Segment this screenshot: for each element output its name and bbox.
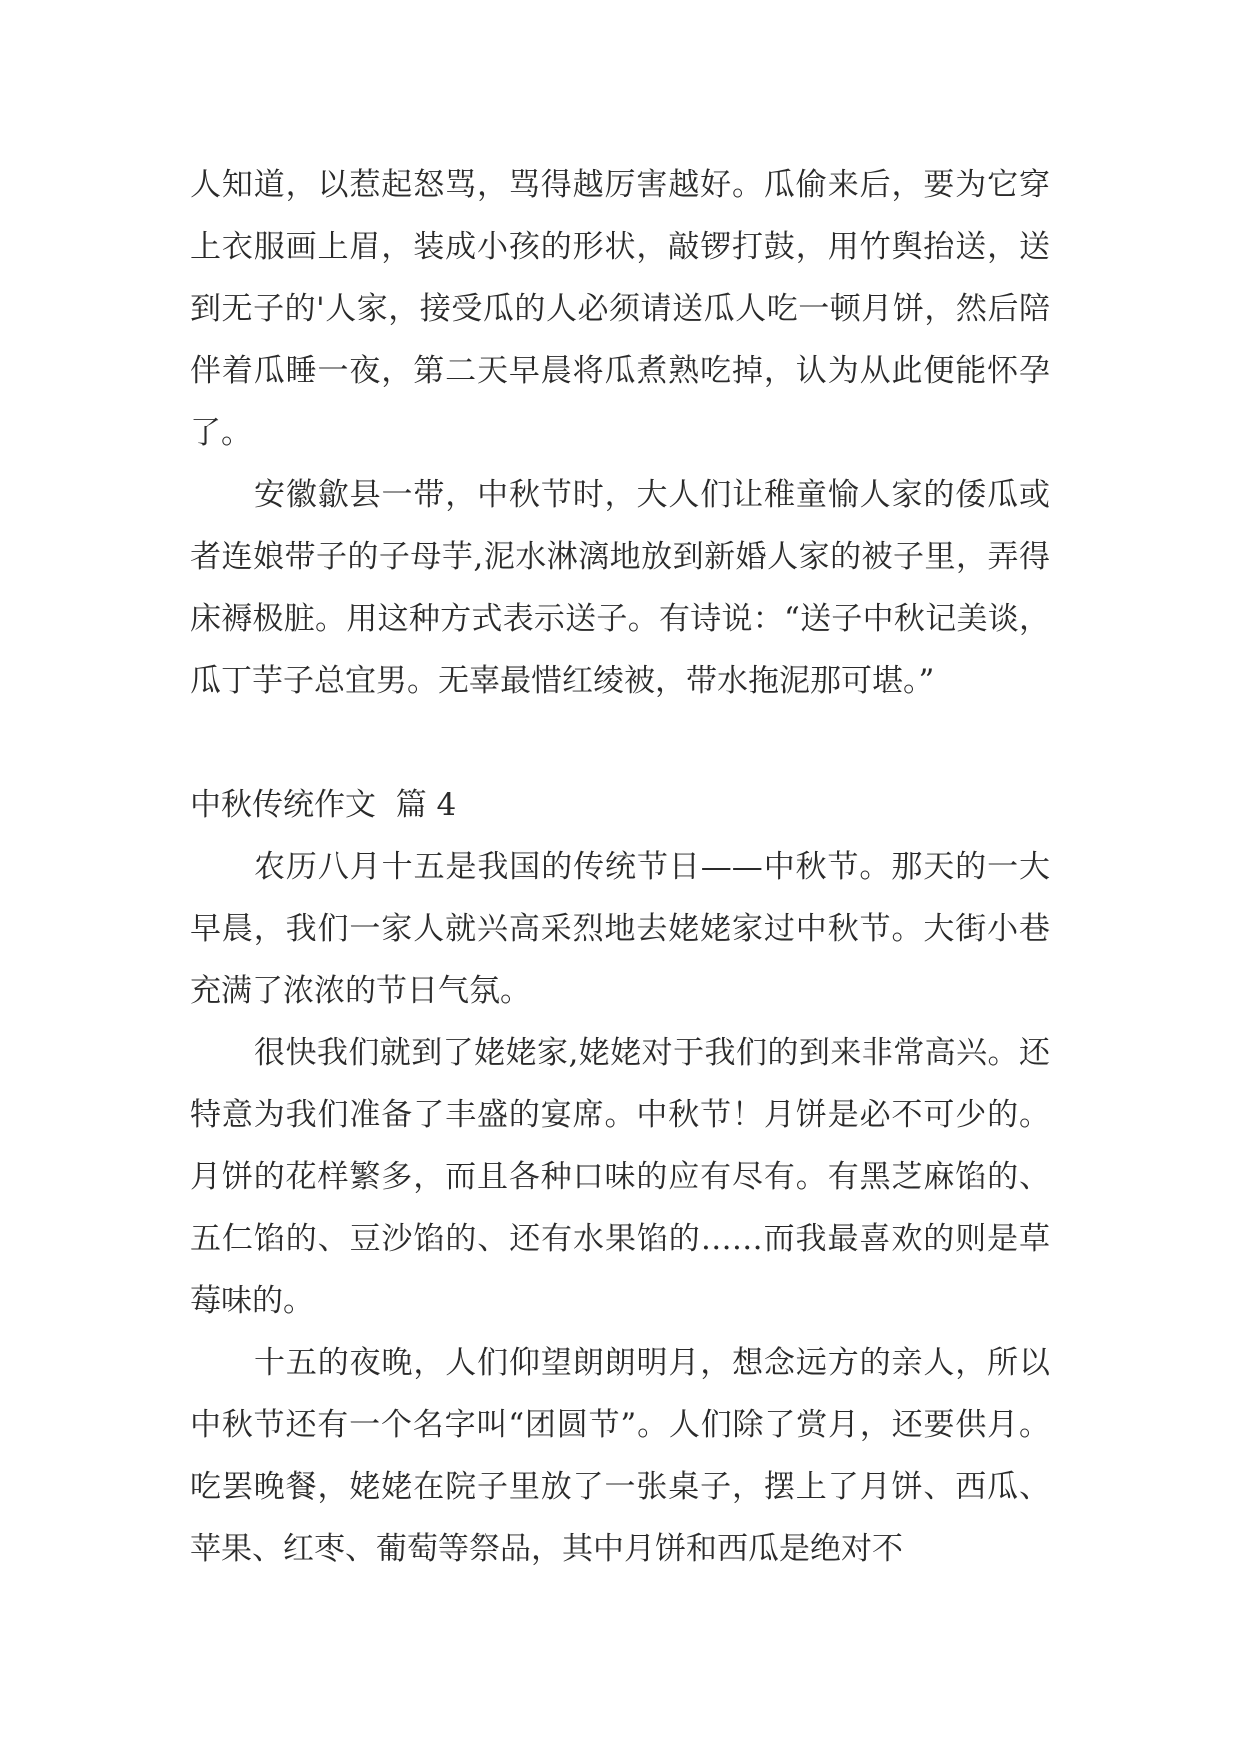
paragraph-4: 很快我们就到了姥姥家,姥姥对于我们的到来非常高兴。还特意为我们准备了丰盛的宴席。中秋节！月饼是必不可少的。月饼的花样繁多，而且各种口味的应有尽有。有黑芝麻馅的、五仁馅的、豆沙馅的、还有水果馅的……而我最喜欢的则是草莓味的。 [190,1035,1050,1319]
paragraph-1: 人知道，以惹起怒骂，骂得越厉害越好。瓜偷来后，要为它穿上衣服画上眉，装成小孩的形状，敲锣打鼓，用竹舆抬送，送到无子的'人家，接受瓜的人必须请送瓜人吃一顿月饼，然后陪伴着瓜睡一夜，第二天早晨将瓜煮熟吃掉，认为从此便能怀孕了。 [190,167,1050,451]
paragraph-5: 十五的夜晚，人们仰望朗朗明月，想念远方的亲人，所以中秋节还有一个名字叫“团圆节”。人们除了赏月，还要供月。吃罢晚餐，姥姥在院子里放了一张桌子，摆上了月饼、西瓜、苹果、红枣、葡萄等祭品，其中月饼和西瓜是绝对不 [190,1345,1050,1567]
document-body [190,154,1050,1580]
paragraph-2: 安徽歙县一带，中秋节时，大人们让稚童愉人家的倭瓜或者连娘带子的子母芋,泥水淋漓地放到新婚人家的被子里，弄得床褥极脏。用这种方式表示送子。有诗说：“送子中秋记美谈，瓜丁芋子总宜男。无辜最惜红绫被，带水拖泥那可堪。” [190,477,1050,699]
paragraph-3: 农历八月十五是我国的传统节日——中秋节。那天的一大早晨，我们一家人就兴高采烈地去姥姥家过中秋节。大街小巷充满了浓浓的节日气氛。 [190,849,1050,1009]
section-title: 中秋传统作文 篇 4 [190,787,457,823]
